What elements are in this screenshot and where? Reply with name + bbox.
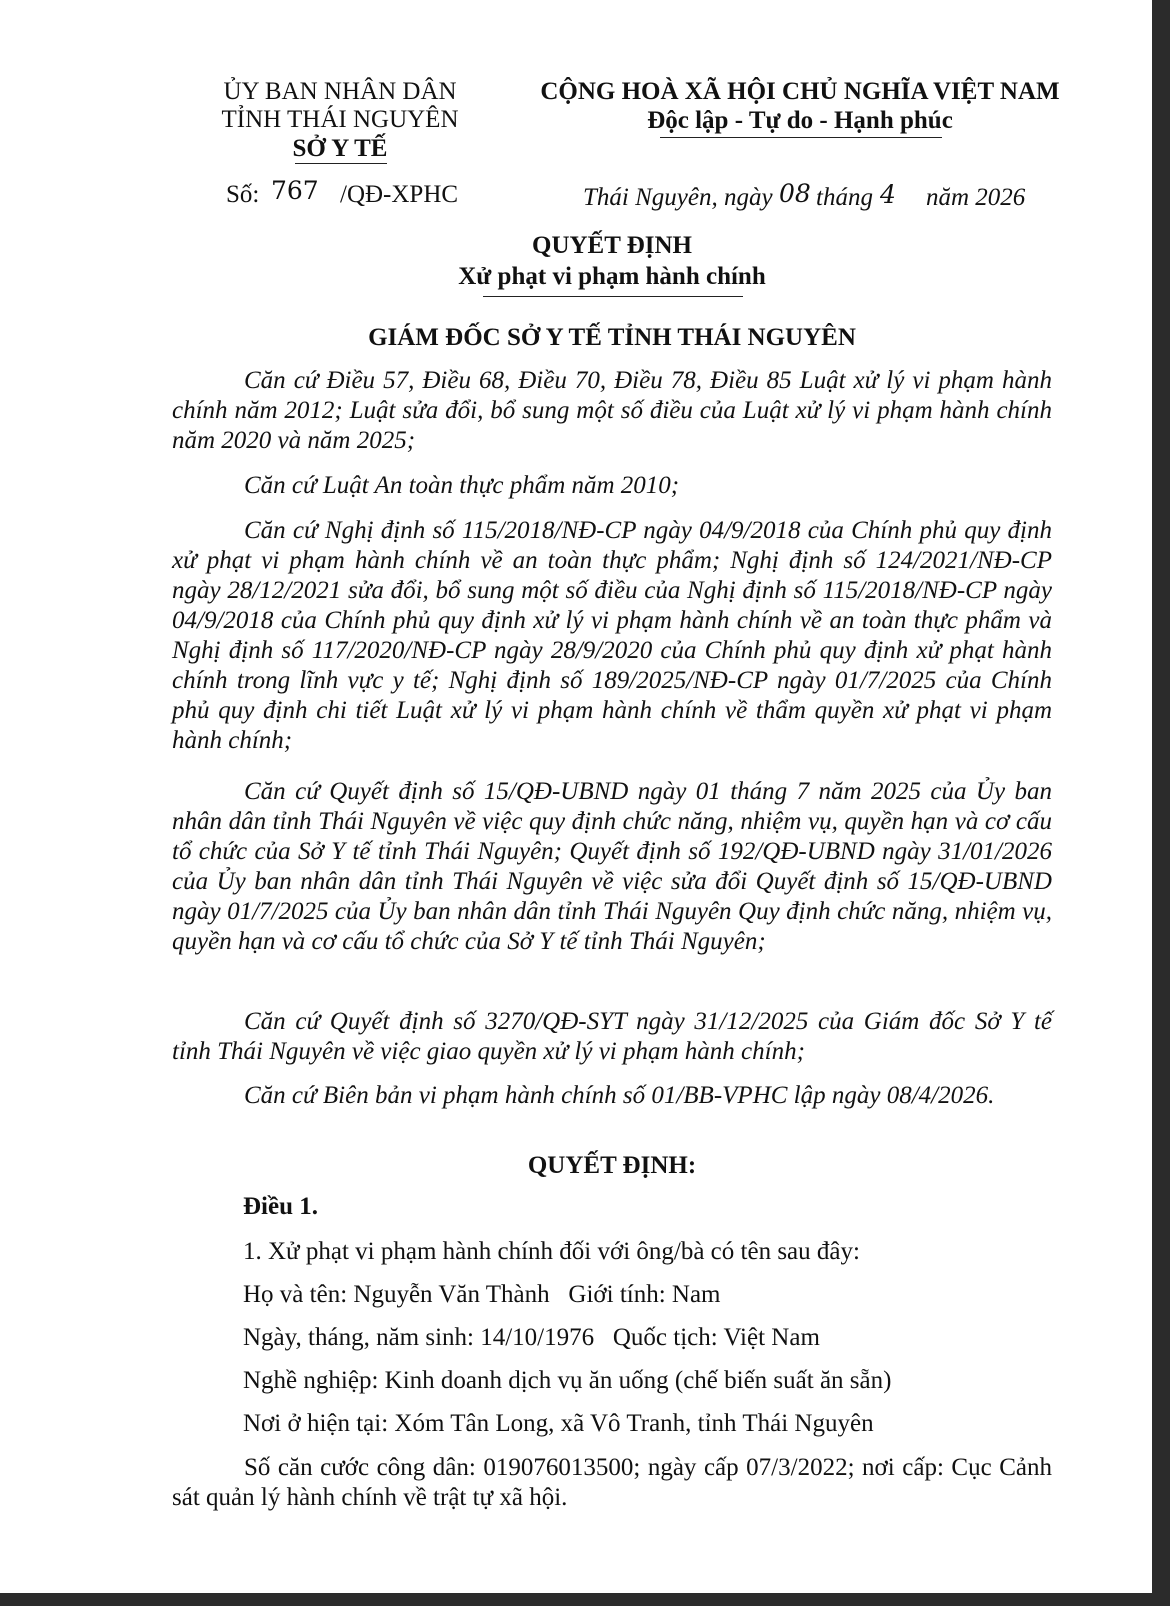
legal-basis-1: Căn cứ Điều 57, Điều 68, Điều 70, Điều 78, Điều 85 Luật xử lý vi phạm hành chính năm 2012; Luật sửa đổi, bổ sung một số điều của Luật xử lý vi phạm hành chính năm 2020 và năm 2025; [172, 367, 1052, 454]
document-subtitle: Xử phạt vi phạm hành chính [458, 263, 766, 290]
department-name: SỞ Y TẾ [292, 135, 388, 162]
date-month: 4 [880, 180, 896, 209]
place-date-prefix: Thái Nguyên, ngày [583, 184, 773, 211]
date-year: năm 2026 [926, 184, 1026, 211]
violator-dob-nationality: Ngày, tháng, năm sinh: 14/10/1976 Quốc tịch: Việt Nam [243, 1324, 820, 1351]
department-underline [295, 163, 387, 164]
date-day: 08 [779, 179, 811, 208]
org-name-line2: TỈNH THÁI NGUYÊN [221, 106, 459, 133]
document-title: QUYẾT ĐỊNH [532, 232, 692, 259]
date-month-label: tháng [816, 184, 873, 211]
article-1-intro: 1. Xử phạt vi phạm hành chính đối với ông/bà có tên sau đây: [243, 1238, 860, 1265]
motto-underline [660, 137, 942, 138]
legal-basis-4: Căn cứ Quyết định số 15/QĐ-UBND ngày 01 tháng 7 năm 2025 của Ủy ban nhân dân tỉnh Thái Nguyên về việc quy định chức năng, nhiệm vụ, quyền hạn và cơ cấu tổ chức của Sở Y tế tỉnh Thái Nguyên; Quyết định số 192/QĐ-UBND ngày 31/01/2026 của Ủy ban nhân dân tỉnh Thái Nguyên về việc sửa đổi Quyết định số 15/QĐ-UBND ngày 01/7/2025 của Ủy ban nhân dân tỉnh Thái Nguyên Quy định chức năng, nhiệm vụ, quyền hạn và cơ cấu tổ chức của Sở Y tế tỉnh Thái Nguyên; [172, 778, 1052, 955]
legal-basis-5: Căn cứ Quyết định số 3270/QĐ-SYT ngày 31/12/2025 của Giám đốc Sở Y tế tỉnh Thái Nguyên về việc giao quyền xử lý vi phạm hành chính; [172, 1008, 1052, 1065]
violator-address: Nơi ở hiện tại: Xóm Tân Long, xã Vô Tranh, tỉnh Thái Nguyên [243, 1410, 874, 1437]
decision-heading: QUYẾT ĐỊNH: [527, 1152, 697, 1179]
document-number-suffix: /QĐ-XPHC [340, 181, 459, 208]
national-motto: Độc lập - Tự do - Hạnh phúc [647, 107, 953, 134]
document-number-label: Số: [226, 181, 260, 208]
violator-occupation: Nghề nghiệp: Kinh doanh dịch vụ ăn uống (chế biến suất ăn sẵn) [243, 1367, 892, 1394]
country-name: CỘNG HOÀ XÃ HỘI CHỦ NGHĨA VIỆT NAM [540, 78, 1060, 105]
violator-name-gender: Họ và tên: Nguyễn Văn Thành Giới tính: Nam [243, 1281, 721, 1308]
article-1-heading: Điều 1. [243, 1193, 318, 1220]
legal-basis-3: Căn cứ Nghị định số 115/2018/NĐ-CP ngày 04/9/2018 của Chính phủ quy định xử phạt vi phạm hành chính về an toàn thực phẩm; Nghị định số 124/2021/NĐ-CP ngày 28/12/2021 sửa đổi, bổ sung một số điều của Nghị định số 115/2018/NĐ-CP ngày 04/9/2018 của Chính phủ quy định xử lý vi phạm hành chính về an toàn thực phẩm và Nghị định số 117/2020/NĐ-CP ngày 28/9/2020 của Chính phủ quy định xử phạt hành chính trong lĩnh vực y tế; Nghị định số 189/2025/NĐ-CP ngày 01/7/2025 của Chính phủ quy định chi tiết Luật xử lý vi phạm hành chính về thẩm quyền xử phạt vi phạm hành chính; [172, 517, 1052, 754]
org-name-line1: ỦY BAN NHÂN DÂN [223, 78, 457, 105]
legal-basis-6: Căn cứ Biên bản vi phạm hành chính số 01/BB-VPHC lập ngày 08/4/2026. [244, 1082, 995, 1109]
issuing-authority: GIÁM ĐỐC SỞ Y TẾ TỈNH THÁI NGUYÊN [368, 324, 856, 351]
violator-id-info: Số căn cước công dân: 019076013500; ngày cấp 07/3/2022; nơi cấp: Cục Cảnh sát quản lý hành chính về trật tự xã hội. [172, 1454, 1052, 1511]
document-number: 767 [271, 176, 319, 205]
subtitle-underline [483, 296, 743, 297]
legal-basis-2: Căn cứ Luật An toàn thực phẩm năm 2010; [244, 472, 680, 499]
